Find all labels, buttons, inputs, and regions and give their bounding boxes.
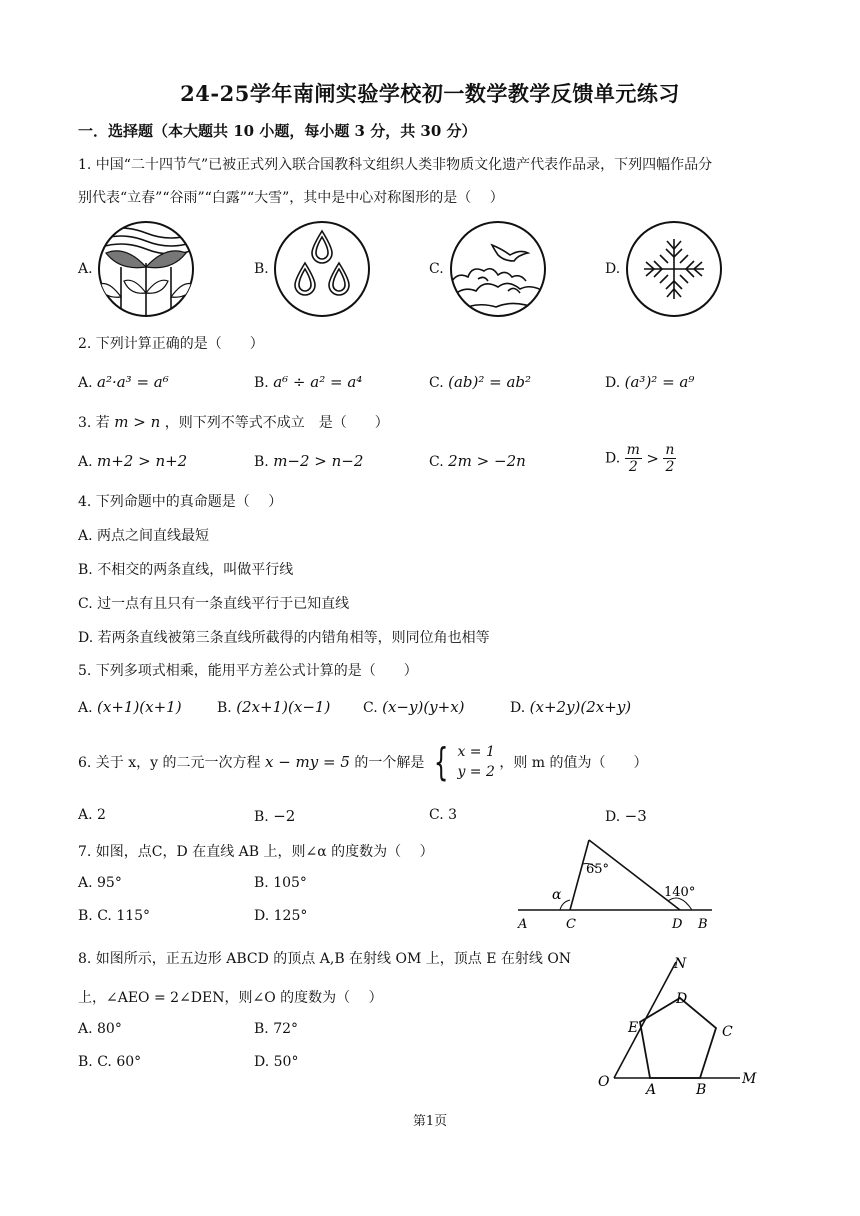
q8-option-c — [78, 1054, 141, 1070]
q2-option-d-label: D. — [605, 375, 621, 391]
q5-option-d-label: D. — [510, 700, 526, 716]
q1-line1: 1. 中国“二十四节气”已被正式列入联合国教科文组织人类非物质文化遗产代表作品录，下列四幅作品分 — [78, 157, 713, 173]
q8-option-a — [78, 1021, 122, 1037]
alpha-label: α — [552, 887, 562, 903]
section-heading: 一．选择题（本大题共 10 小题，每小题 3 分，共 30 分） — [78, 122, 477, 140]
q3-stem-math: m > n — [114, 413, 161, 431]
q3-option-c-expr: 2m > −2n — [448, 452, 526, 470]
q7-triangle-figure — [512, 832, 727, 932]
q5-option-a — [78, 698, 182, 716]
point-e-label: E — [628, 1020, 639, 1036]
q6-option-b-label: B. — [254, 809, 269, 825]
q6-equation-system — [429, 742, 495, 782]
q7-option-a — [78, 875, 122, 891]
q7-option-c-value: 115° — [116, 908, 151, 924]
point-c-label: C — [722, 1024, 733, 1040]
q1-label-a: A. — [78, 261, 93, 277]
point-b-label: B — [696, 1082, 707, 1098]
q3-option-a-expr: m+2 > n+2 — [97, 452, 188, 470]
q6-system-line2: y = 2 — [457, 764, 495, 780]
q2-option-a-label: A. — [78, 375, 93, 391]
q8-option-c-label: B. C. — [78, 1054, 112, 1070]
point-b-label: B — [698, 917, 708, 932]
q3-option-b-label: B. — [254, 454, 269, 470]
q8-pentagon-figure — [592, 952, 767, 1100]
q1-label-b: B. — [254, 261, 269, 277]
q5-option-a-label: A. — [78, 700, 93, 716]
q7-option-c-label: B. C. — [78, 908, 112, 924]
angle-140-label: 140° — [664, 885, 696, 900]
bailu-figure — [448, 219, 548, 319]
q6-option-b — [254, 807, 295, 825]
q3-fraction-left — [625, 442, 642, 475]
q6-option-d-value: −3 — [624, 807, 647, 825]
point-d-label: D — [676, 991, 688, 1007]
q1-line2: 别代表“立春”“谷雨”“白露”“大雪”，其中是中心对称图形的是（ ） — [78, 190, 504, 206]
q7-option-a-label: A. — [78, 875, 93, 891]
left-brace-icon: { — [433, 740, 449, 784]
q5-option-c-label: C. — [363, 700, 378, 716]
q6-option-b-value: −2 — [273, 807, 296, 825]
guyu-figure — [272, 219, 372, 319]
q7-option-b-label: B. — [254, 875, 269, 891]
q3-stem — [78, 412, 389, 432]
q7-option-d-label: D. — [254, 908, 270, 924]
q8-option-b-value: 72° — [273, 1021, 299, 1037]
q4-option-b: B. 不相交的两条直线，叫做平行线 — [78, 562, 294, 578]
q3-option-a-label: A. — [78, 454, 93, 470]
q6-option-a — [78, 807, 106, 823]
q6-option-c — [429, 807, 457, 823]
q3-option-c — [429, 452, 526, 470]
q7-stem: 7. 如图，点C，D 在直线 AB 上，则∠α 的度数为（ ） — [78, 844, 434, 860]
q4-option-d: D. 若两条直线被第三条直线所截得的内错角相等，则同位角也相等 — [78, 630, 490, 646]
q3-stem-a: 3. 若 — [78, 415, 110, 431]
q5-option-b-expr: (2x+1)(x−1) — [236, 698, 331, 716]
q6-stem-c: ，则 m 的值为（ ） — [499, 755, 648, 771]
q3-frac-right-num: n — [665, 442, 675, 458]
page-number: 第1页 — [412, 1114, 448, 1129]
q4-stem: 4. 下列命题中的真命题是（ ） — [78, 494, 283, 510]
point-o-label: O — [598, 1074, 610, 1090]
point-d-label: D — [672, 917, 683, 932]
q3-fraction-right — [663, 442, 676, 475]
q6-option-d-label: D. — [605, 809, 621, 825]
point-n-label: N — [674, 956, 687, 972]
q6-option-a-value: 2 — [97, 807, 106, 823]
q2-option-c-label: C. — [429, 375, 444, 391]
q2-option-b-expr: a⁶ ÷ a² = a⁴ — [273, 373, 363, 391]
q8-line2: 上，∠AEO = 2∠DEN，则∠O 的度数为（ ） — [78, 990, 383, 1006]
q8-option-a-value: 80° — [97, 1021, 122, 1037]
q5-option-c — [363, 698, 465, 716]
q6-stem — [78, 742, 648, 782]
q3-option-d-label: D. — [605, 450, 621, 467]
q5-option-a-expr: (x+1)(x+1) — [97, 698, 182, 716]
q7-option-d — [254, 908, 307, 924]
q6-stem-math: x − my = 5 — [264, 753, 350, 771]
lichun-figure — [96, 219, 196, 319]
point-a-label: A — [518, 917, 528, 932]
q6-option-c-label: C. — [429, 807, 444, 823]
q6-option-d — [605, 807, 647, 825]
q5-option-b-label: B. — [217, 700, 232, 716]
q3-option-d — [605, 442, 676, 475]
q8-line1: 8. 如图所示，正五边形 ABCD 的顶点 A,B 在射线 OM 上，顶点 E 在射线 ON — [78, 951, 572, 967]
q2-option-a — [78, 373, 169, 391]
q2-option-b-label: B. — [254, 375, 269, 391]
q7-option-b — [254, 875, 307, 891]
point-m-label: M — [742, 1071, 757, 1087]
q7-option-a-value: 95° — [97, 875, 122, 891]
q7-option-c — [78, 908, 150, 924]
q2-option-d-expr: (a³)² = a⁹ — [624, 373, 695, 391]
q6-stem-a: 6. 关于 x，y 的二元一次方程 — [78, 755, 261, 771]
q7-option-b-value: 105° — [273, 875, 307, 891]
q2-option-a-expr: a²·a³ = a⁶ — [97, 373, 169, 391]
q2-option-c — [429, 373, 531, 391]
page-title: 24-25学年南闸实验学校初一数学教学反馈单元练习 — [180, 81, 680, 106]
q3-option-a — [78, 452, 187, 470]
q1-label-c: C. — [429, 261, 444, 277]
q2-stem: 2. 下列计算正确的是（ ） — [78, 336, 264, 352]
q5-option-d — [510, 698, 631, 716]
q8-option-b-label: B. — [254, 1021, 269, 1037]
q3-option-c-label: C. — [429, 454, 444, 470]
q3-frac-left-num: m — [626, 442, 640, 458]
q6-system-line1: x = 1 — [457, 744, 495, 760]
q7-option-d-value: 125° — [273, 908, 308, 924]
alpha-arc — [560, 900, 570, 910]
angle-65-label: 65° — [586, 862, 610, 877]
q6-stem-b: 的一个解是 — [354, 755, 425, 771]
q6-option-c-value: 3 — [448, 807, 458, 823]
q2-option-c-expr: (ab)² = ab² — [448, 373, 532, 391]
q8-option-b — [254, 1021, 298, 1037]
q3-frac-left-den: 2 — [628, 459, 638, 475]
q5-option-d-expr: (x+2y)(2x+y) — [529, 698, 632, 716]
q3-option-b-expr: m−2 > n−2 — [273, 452, 364, 470]
q4-option-a: A. 两点之间直线最短 — [78, 528, 210, 544]
q8-option-a-label: A. — [78, 1021, 93, 1037]
q1-label-d: D. — [605, 261, 621, 277]
q3-frac-right-den: 2 — [665, 459, 675, 475]
q2-option-b — [254, 373, 362, 391]
q3-stem-b: ，则下列不等式不成立 是（ ） — [164, 415, 389, 431]
q4-option-c: C. 过一点有且只有一条直线平行于已知直线 — [78, 596, 350, 612]
pentagon — [640, 998, 716, 1078]
q8-option-d-label: D. — [254, 1054, 270, 1070]
point-c-label: C — [566, 917, 576, 932]
q3-option-b — [254, 452, 363, 470]
daxue-figure — [624, 219, 724, 319]
q5-stem: 5. 下列多项式相乘，能用平方差公式计算的是（ ） — [78, 663, 418, 679]
q8-option-d-value: 50° — [273, 1054, 299, 1070]
point-a-label: A — [646, 1082, 657, 1098]
q8-option-d — [254, 1054, 298, 1070]
q8-option-c-value: 60° — [116, 1054, 142, 1070]
q6-option-a-label: A. — [78, 807, 93, 823]
q5-option-b — [217, 698, 330, 716]
q5-option-c-expr: (x−y)(y+x) — [382, 698, 465, 716]
q3-frac-op: > — [646, 449, 659, 468]
q2-option-d — [605, 373, 694, 391]
